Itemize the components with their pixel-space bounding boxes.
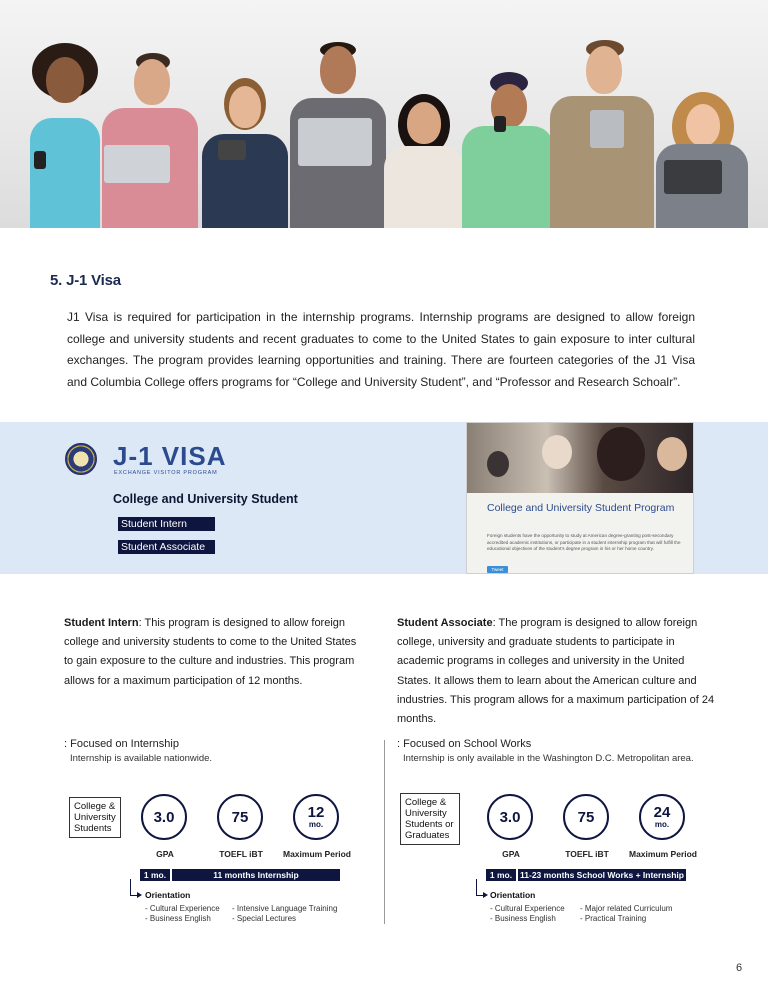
person-figure <box>654 92 750 228</box>
page-number: 6 <box>736 962 743 974</box>
person-figure <box>288 42 388 228</box>
associate-toefl-label: TOEFL iBT <box>565 849 609 859</box>
website-screenshot <box>466 422 694 574</box>
intern-gpa-circle: 3.0 <box>141 794 187 840</box>
state-department-seal-icon <box>65 443 97 475</box>
associate-label: Student Associate <box>397 617 493 629</box>
section-title: 5. J-1 Visa <box>50 272 121 289</box>
associate-focus-title: : Focused on School Works <box>397 738 532 750</box>
associate-orientation-list-2: - Major related Curriculum - Practical Training <box>580 904 673 923</box>
intern-period-circle: 12 mo. <box>293 794 339 840</box>
person-figure <box>200 78 290 228</box>
person-figure <box>384 94 464 228</box>
intern-toefl-circle: 75 <box>217 794 263 840</box>
person-figure <box>548 40 656 228</box>
intern-orientation-label: Orientation <box>145 890 191 900</box>
associate-schoolworks-bar: 11-23 months School Works + Internship <box>518 869 686 881</box>
associate-period-label: Maximum Period <box>628 849 698 859</box>
associate-orientation-list-1: - Cultural Experience - Business English <box>490 904 565 923</box>
associate-gpa-label: GPA <box>502 849 520 859</box>
intern-internship-bar: 11 months Internship <box>172 869 340 881</box>
associate-focus-sub: Internship is only available in the Washington D.C. Metropolitan area. <box>403 753 694 764</box>
arrow-connector <box>130 879 131 895</box>
intern-orientation-list-1: - Cultural Experience - Business English <box>145 904 220 923</box>
tag-student-associate: Student Associate <box>118 540 215 554</box>
intern-label: Student Intern <box>64 617 139 629</box>
associate-eligibility-box: College & University Students or Graduates <box>400 793 460 845</box>
screenshot-text: Foreign students have the opportunity to study at American degree-granting post-secondary accredited academic institutions, or participate in a student internship program that will fulfill the educational objectives of the student’s degree program in his or her home country. <box>487 533 681 552</box>
associate-period-circle: 24 mo. <box>639 794 685 840</box>
intern-description: Student Intern: This program is designed to allow foreign college and university students to come to the United States to gain exposure to the culture and industries. This program allows for a maximum participation of 12 months. <box>64 617 357 687</box>
students-photo <box>467 423 694 493</box>
column-divider <box>384 740 385 924</box>
intern-period-label: Maximum Period <box>282 849 352 859</box>
intern-toefl-label: TOEFL iBT <box>219 849 263 859</box>
tag-student-intern: Student Intern <box>118 517 215 531</box>
arrow-connector <box>476 879 477 895</box>
arrow-connector <box>476 895 483 896</box>
band-heading: College and University Student <box>113 492 298 506</box>
tweet-button[interactable]: Tweet <box>487 566 508 573</box>
intern-orientation-bar: 1 mo. <box>140 869 170 881</box>
associate-description: Student Associate: The program is designed to allow foreign college, university and graduate students to participate in academic programs in colleges and university in the United States. It allows them to learn about the American culture and industries. This program allows for a maximum participation of 24 months. <box>397 617 715 726</box>
intern-gpa-label: GPA <box>156 849 174 859</box>
hero-photo <box>0 0 768 228</box>
screenshot-title: College and University Student Program <box>487 502 675 514</box>
associate-orientation-bar: 1 mo. <box>486 869 516 881</box>
intern-focus-title: : Focused on Internship <box>64 738 179 750</box>
person-figure <box>100 53 200 228</box>
intern-orientation-list-2: - Intensive Language Training - Special Lectures <box>232 904 338 923</box>
intro-paragraph: J1 Visa is required for participation in the internship programs. Internship programs are designed to allow foreign college and university students and recent graduates to come to the United States to gain exposure to inter cultural exchanges. The program provides learning opportunities and training. There are fourteen categories of the J1 Visa and Columbia College offers programs for “College and University Student”, and “Professor and Research Schoalr”. <box>67 310 695 389</box>
person-figure <box>28 43 102 228</box>
person-figure <box>460 72 556 228</box>
associate-orientation-label: Orientation <box>490 890 536 900</box>
intern-eligibility-box: College & University Students <box>69 797 121 838</box>
j1-visa-logo: J-1 VISA <box>113 441 227 471</box>
associate-gpa-circle: 3.0 <box>487 794 533 840</box>
arrow-connector <box>130 895 137 896</box>
associate-toefl-circle: 75 <box>563 794 609 840</box>
j1-visa-logo-subtitle: EXCHANGE VISITOR PROGRAM <box>114 470 218 476</box>
arrow-right-icon <box>483 892 488 898</box>
arrow-right-icon <box>137 892 142 898</box>
intern-focus-sub: Internship is available nationwide. <box>70 753 213 764</box>
